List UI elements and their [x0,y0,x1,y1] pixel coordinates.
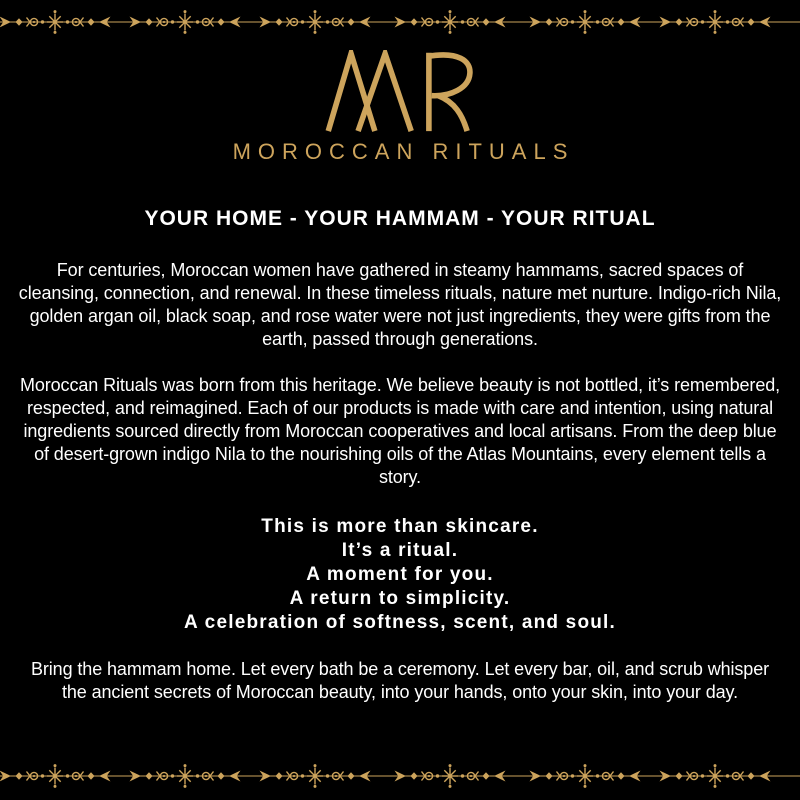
closing-paragraph: Bring the hammam home. Let every bath be a ceremony. Let every bar, oil, and scrub whisper the ancient secrets of Moroccan beauty, into your hands, onto your skin, into your day. [30,659,770,702]
bottom-ornamental-border-icon [0,761,800,791]
brand-name: MOROCCAN RITUALS [232,139,575,164]
top-ornamental-border-icon [0,7,800,37]
stanza-line: A celebration of softness, scent, and soul. [183,612,617,633]
mr-monogram-icon [325,50,475,132]
stanza-line: A return to simplicity. [289,588,511,609]
intro-paragraph: For centuries, Moroccan women have gathered in steamy hammams, sacred spaces of cleansing, connection, and renewal. In these timeless rituals, nature met nurture. Indigo-rich Nila, golden argan oil, black soap, and rose water were not just ingredients, they were gifts from the earth, passed through generations. [18,260,782,349]
heritage-paragraph: Moroccan Rituals was born from this heritage. We believe beauty is not bottled, it’s remembered, respected, and reimagined. Each of our products is made with care and intention, using natural ingredients sourced directly from Moroccan cooperatives and local artisans. From the deep blue of desert-grown indigo Nila to the nourishing oils of the Atlas Mountains, every element tells a story. [19,375,781,487]
ritual-stanza [184,515,616,635]
stanza-line: A moment for you. [306,564,494,585]
tagline-heading: YOUR HOME - YOUR HAMMAM - YOUR RITUAL [144,207,656,230]
stanza-line: This is more than skincare. [261,516,539,537]
stanza-line: It’s a ritual. [341,540,459,561]
mr-monogram-text [475,50,476,51]
brand-logo [325,50,475,132]
